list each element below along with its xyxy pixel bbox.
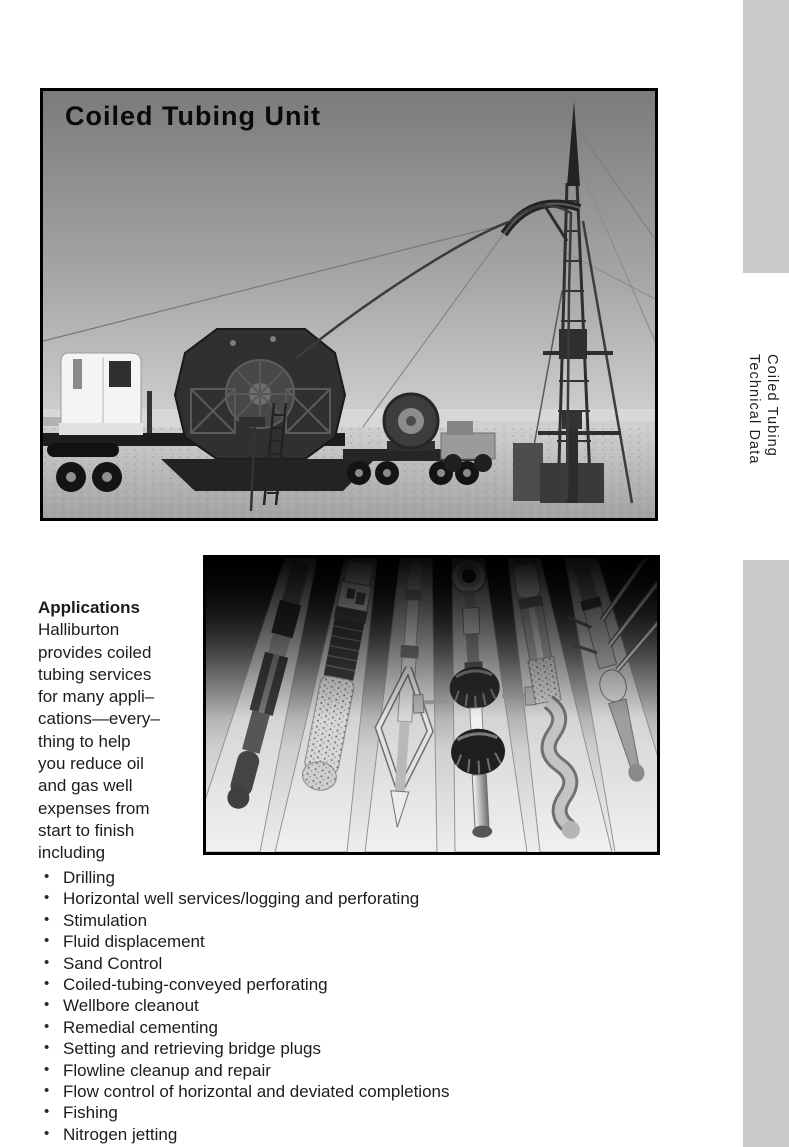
- applications-list-item: [42, 867, 722, 888]
- paragraph-line: for many appli–: [38, 687, 155, 707]
- side-tab-bar-bottom: [743, 560, 789, 1147]
- bullet-marker: •: [44, 932, 50, 950]
- paragraph-line: Halliburton: [38, 620, 120, 640]
- applications-intro: [38, 597, 204, 865]
- applications-list-item: [42, 1017, 722, 1038]
- paragraph-line: you reduce oil: [38, 754, 144, 774]
- applications-list-item: [42, 1060, 722, 1081]
- applications-list-item: [42, 888, 722, 909]
- applications-list-item: [42, 1081, 722, 1102]
- downhole-tools-image: [203, 555, 660, 855]
- list-item-text: Stimulation: [63, 910, 148, 930]
- list-item-text: Remedial cementing: [63, 1017, 218, 1037]
- applications-list-item: [42, 1124, 722, 1145]
- unit-photo-illustration: [43, 91, 655, 518]
- bullet-marker: •: [44, 889, 50, 907]
- photo-title: Coiled Tubing Unit: [65, 101, 321, 131]
- paragraph-line: tubing services: [38, 664, 152, 684]
- paragraph-line: including: [38, 843, 106, 863]
- paragraph-line: thing to help: [38, 731, 131, 751]
- paragraph-line: start to finish: [38, 820, 135, 840]
- list-item-text: Fluid displacement: [63, 932, 205, 952]
- side-tab-label-line2: Technical Data: [746, 354, 762, 465]
- list-item-text: Horizontal well services/logging and perforating: [63, 889, 420, 909]
- applications-heading: Applications: [38, 598, 141, 617]
- coiled-tubing-unit-photo: [40, 88, 658, 521]
- applications-list-item: [42, 931, 722, 952]
- bullet-marker: •: [44, 868, 50, 885]
- list-item-text: Flowline cleanup and repair: [63, 1060, 271, 1080]
- applications-list-item: [42, 1102, 722, 1123]
- bullet-marker: •: [44, 996, 50, 1014]
- bullet-marker: •: [44, 975, 50, 993]
- list-item-text: Setting and retrieving bridge plugs: [63, 1039, 321, 1059]
- list-item-text: Drilling: [63, 868, 115, 887]
- applications-list: [42, 867, 722, 1145]
- list-item-text: Wellbore cleanout: [63, 996, 199, 1016]
- paragraph-line: cations—every–: [38, 709, 160, 729]
- bullet-marker: •: [44, 1060, 50, 1078]
- applications-list-item: [42, 995, 722, 1016]
- bullet-marker: •: [44, 1124, 50, 1142]
- list-item-text: Coiled-tubing-conveyed perforating: [63, 975, 328, 995]
- side-tab-bar-top: [743, 0, 789, 273]
- tools-illustration: [206, 558, 657, 852]
- paragraph-line: and gas well: [38, 776, 133, 796]
- bullet-marker: •: [44, 910, 50, 928]
- side-tab-label-line1: Coiled Tubing: [764, 354, 780, 457]
- applications-list-item: [42, 953, 722, 974]
- bullet-marker: •: [44, 1082, 50, 1100]
- list-item-text: Sand Control: [63, 953, 163, 973]
- applications-list-item: [42, 910, 722, 931]
- paragraph-line: provides coiled: [38, 642, 152, 662]
- bullet-marker: •: [44, 1103, 50, 1121]
- applications-list-item: [42, 974, 722, 995]
- bullet-marker: •: [44, 953, 50, 971]
- paragraph-line: expenses from: [38, 798, 150, 818]
- list-item-text: Fishing: [63, 1103, 118, 1123]
- bullet-marker: •: [44, 1039, 50, 1057]
- list-item-text: Nitrogen jetting: [63, 1124, 178, 1144]
- applications-paragraph: [38, 619, 204, 864]
- side-tab-label: [745, 354, 781, 465]
- applications-list-item: [42, 1038, 722, 1059]
- bullet-marker: •: [44, 1017, 50, 1035]
- list-item-text: Flow control of horizontal and deviated completions: [63, 1082, 450, 1102]
